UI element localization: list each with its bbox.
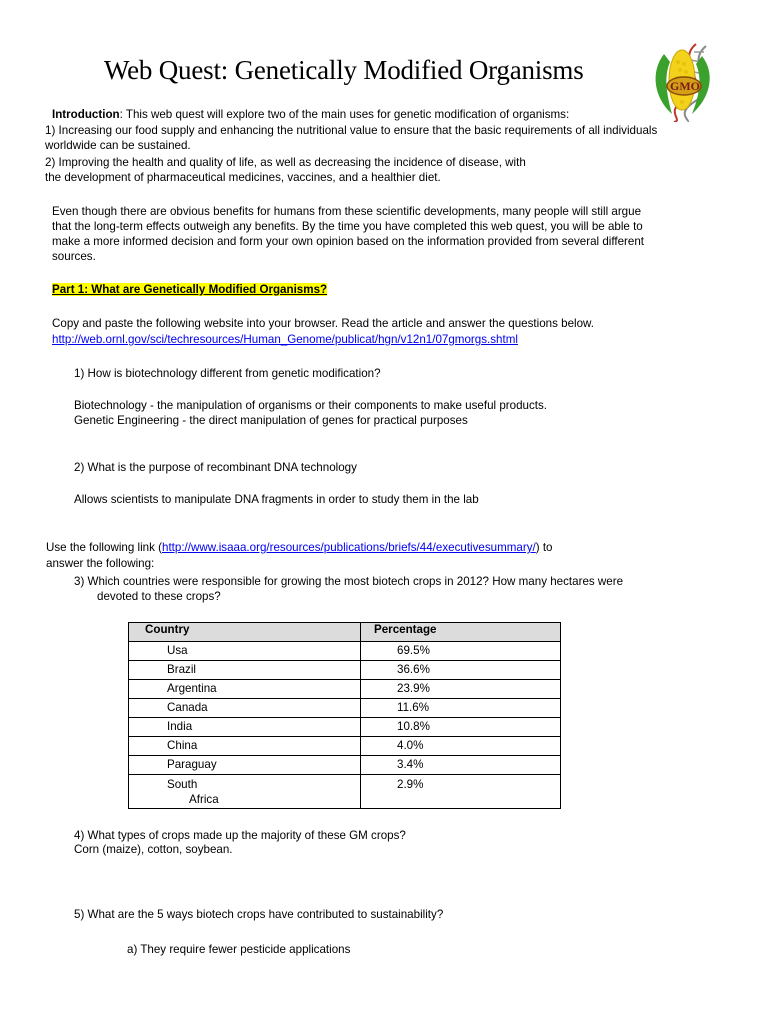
country-cell <box>129 775 361 809</box>
percentage-cell: 11.6% <box>361 699 561 718</box>
table-row <box>129 680 561 699</box>
country-cell: Usa <box>129 642 361 661</box>
page-title: Web Quest: Genetically Modified Organisms <box>104 55 584 85</box>
intro-item2-line1: 2) Improving the health and quality of life, as well as decreasing the incidence of disease, with <box>45 156 526 169</box>
country-cell: Argentina <box>129 680 361 699</box>
intro-item1-line1: 1) Increasing our food supply and enhancing the nutritional value to ensure that the basic requirements of all individuals <box>45 124 658 137</box>
percentage-cell: 4.0% <box>361 737 561 756</box>
logo-text: GMO <box>670 79 700 93</box>
part1-heading: Part 1: What are Genetically Modified Organisms? <box>52 283 328 296</box>
column-header-country: Country <box>129 623 361 642</box>
country-cell: India <box>129 718 361 737</box>
answer-2: Allows scientists to manipulate DNA fragments in order to study them in the lab <box>74 493 479 506</box>
question-3-line1: 3) Which countries were responsible for growing the most biotech crops in 2012? How many hectares were <box>74 575 624 588</box>
table-row <box>129 718 561 737</box>
country-cell: Paraguay <box>129 756 361 775</box>
percentage-cell: 36.6% <box>361 661 561 680</box>
intro-label: Introduction <box>52 108 120 121</box>
table-row <box>129 775 561 809</box>
question-4: 4) What types of crops made up the majority of these GM crops? <box>74 829 406 842</box>
country-cell: Brazil <box>129 661 361 680</box>
table-row <box>129 699 561 718</box>
ornl-article-link[interactable]: http://web.ornl.gov/sci/techresources/Human_Genome/publicat/hgn/v12n1/07gmorgs.shtml <box>52 333 518 346</box>
intro-text: : This web quest will explore two of the main uses for genetic modification of organisms: <box>119 108 570 121</box>
argument-line1: Even though there are obvious benefits for humans from these scientific developments, many people will still argue <box>52 205 642 218</box>
intro-item1-line2: worldwide can be sustained. <box>45 139 191 152</box>
use-link-suffix: ) to <box>535 541 553 554</box>
part1-instruction: Copy and paste the following website into your browser. Read the article and answer the questions below. <box>52 317 595 330</box>
intro-item2-line2: the development of pharmaceutical medicines, vaccines, and a healthier diet. <box>45 171 441 184</box>
question-1: 1) How is biotechnology different from genetic modification? <box>74 367 381 380</box>
percentage-cell: 2.9% <box>361 775 561 809</box>
answer-1-line1: Biotechnology - the manipulation of organisms or their components to make useful products. <box>74 399 548 412</box>
question-5: 5) What are the 5 ways biotech crops have contributed to sustainability? <box>74 908 444 921</box>
percentage-cell: 69.5% <box>361 642 561 661</box>
table-row <box>129 737 561 756</box>
answer-1-line2: Genetic Engineering - the direct manipulation of genes for practical purposes <box>74 414 468 427</box>
isaaa-summary-link[interactable]: http://www.isaaa.org/resources/publications/briefs/44/executivesummary/ <box>162 541 536 554</box>
percentage-cell: 3.4% <box>361 756 561 775</box>
dna-corn-logo <box>644 42 722 122</box>
question-3-line2: devoted to these crops? <box>97 590 221 603</box>
use-link-prefix: Use the following link ( <box>46 541 162 554</box>
table-row <box>129 756 561 775</box>
country-cell: Canada <box>129 699 361 718</box>
table-header-row <box>129 623 561 642</box>
table-row <box>129 642 561 661</box>
country-line1: South <box>167 778 198 791</box>
country-cell: China <box>129 737 361 756</box>
use-link-line <box>46 541 553 556</box>
biotech-crops-table <box>128 622 561 809</box>
answer-4: Corn (maize), cotton, soybean. <box>74 843 233 856</box>
question-2: 2) What is the purpose of recombinant DNA technology <box>74 461 357 474</box>
country-line2: Africa <box>189 793 219 806</box>
table-row <box>129 661 561 680</box>
percentage-cell: 23.9% <box>361 680 561 699</box>
argument-line2: that the long-term effects outweigh any benefits. By the time you have completed this web quest, you will be able to <box>52 220 643 233</box>
argument-line3: make a more informed decision and form your own opinion based on the information provided from several different <box>52 235 645 248</box>
percentage-cell: 10.8% <box>361 718 561 737</box>
column-header-percentage: Percentage <box>361 623 561 642</box>
use-link-line2: answer the following: <box>46 557 155 570</box>
answer-5a: a) They require fewer pesticide applications <box>127 943 351 956</box>
intro-line <box>52 108 569 123</box>
argument-line4: sources. <box>52 250 96 263</box>
